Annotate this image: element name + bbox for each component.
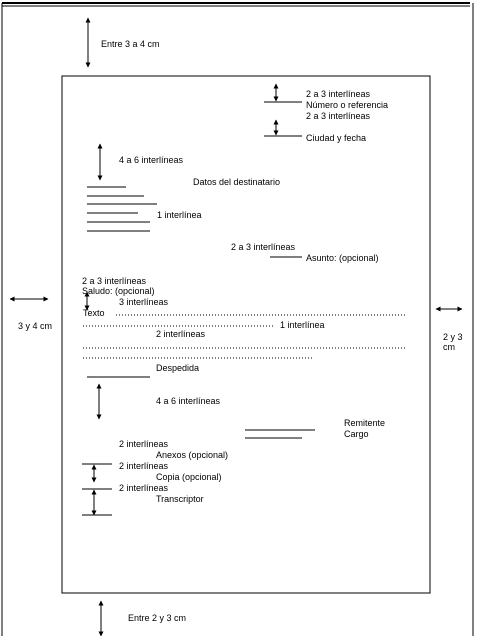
reference-label: Número o referencia (306, 100, 389, 110)
right-margin-label: 2 y 3 cm (443, 332, 463, 352)
recipient-label: Datos del destinatario (193, 177, 281, 187)
recipient-lines (87, 187, 157, 231)
greeting-spacing-label: 2 a 3 interlíneas (82, 276, 147, 286)
body-line-spacing-label: 1 interlínea (280, 320, 325, 330)
sender-name-label: Remitente (344, 418, 386, 428)
body-paragraph-spacing-label: 2 interlíneas (156, 329, 206, 339)
city-date-label: Ciudad y fecha (306, 133, 367, 143)
greeting-label: Saludo: (opcional) (82, 286, 155, 296)
header-spacing-label-2: 2 a 3 interlíneas (306, 111, 371, 121)
left-margin-label: 3 y 4 cm (18, 321, 53, 331)
annexes-spacing-label: 2 interlíneas (119, 439, 169, 449)
recipient-spacing-label: 4 a 6 interlíneas (119, 155, 184, 165)
subject-label: Asunto: (opcional) (306, 253, 379, 263)
header-spacing-label-1: 2 a 3 interlíneas (306, 89, 371, 99)
recipient-line-spacing-label: 1 interlínea (157, 210, 202, 220)
body-text-label: Texto (83, 308, 105, 318)
subject-spacing-label: 2 a 3 interlíneas (231, 242, 296, 252)
transcriber-spacing-label: 2 interlíneas (119, 483, 169, 493)
closing-label: Despedida (156, 363, 200, 373)
bottom-margin-label: Entre 2 y 3 cm (128, 613, 187, 623)
copy-label: Copia (opcional) (156, 472, 222, 482)
sender-position-label: Cargo (344, 429, 369, 439)
copy-spacing-label: 2 interlíneas (119, 461, 169, 471)
greeting-after-spacing-label: 3 interlíneas (119, 297, 169, 307)
transcriber-label: Transcriptor (156, 494, 204, 504)
top-margin-label: Entre 3 a 4 cm (101, 39, 160, 49)
annexes-label: Anexos (opcional) (156, 450, 229, 460)
body-text-lines (83, 315, 406, 358)
closing-spacing-label: 4 a 6 interlíneas (156, 396, 221, 406)
writing-area-frame (62, 76, 430, 593)
outer-page-frame (2, 3, 473, 636)
